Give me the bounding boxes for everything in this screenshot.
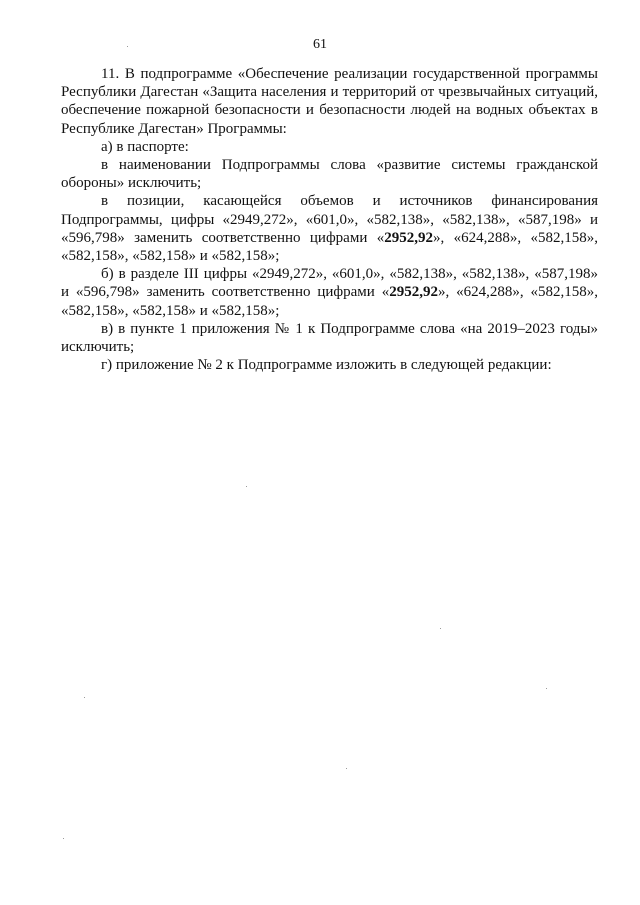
paragraph-text: б) в разделе III цифры «2949,272», «601,0», «582,138», «582,138», «587,198» и «596,798» заменить соответственно цифрами « — [61, 266, 598, 301]
document-body — [61, 65, 598, 374]
paragraph-pg — [61, 356, 598, 374]
bold-figure: 2952,92 — [389, 284, 438, 301]
paragraph-pa2 — [61, 192, 598, 265]
paragraph-text: », «624,288», «582,158», «582,158», «582,158» и «582,158»; — [61, 229, 598, 265]
paragraph-text: в) в пункте 1 приложения № 1 к Подпрограмме слова «на 2019–2023 годы» исключить; — [61, 320, 598, 356]
paragraph-text: », «624,288», «582,158», «582,158», «582,158» и «582,158»; — [61, 284, 598, 319]
page-number: 61 — [313, 37, 327, 52]
paragraph-text: в позиции, касающейся объемов и источников финансирования Подпрограммы, цифры «2949,272», «601,0», «582,138», «582,138», «587,198» и «596,798» заменить соответственно цифрами « — [61, 193, 598, 246]
scan-speck — [127, 46, 128, 47]
paragraph-text: 11. В подпрограмме «Обеспечение реализации государственной программы Республики Дагестан «Защита населения и территорий от чрезвычайных ситуаций, обеспечение пожарной безопасности и безопасности людей на водных объектах в Республике Дагестан» Программы: — [61, 66, 598, 137]
paragraph-pa — [61, 138, 598, 156]
scan-speck — [84, 697, 85, 698]
paragraph-p11 — [61, 65, 598, 138]
scan-speck — [63, 838, 64, 839]
paragraph-text: г) приложение № 2 к Подпрограмме изложить в следующей редакции: — [101, 357, 552, 374]
paragraph-text: а) в паспорте: — [101, 138, 189, 155]
scan-speck — [440, 628, 441, 629]
paragraph-pv — [61, 320, 598, 356]
paragraph-text: в наименовании Подпрограммы слова «развитие системы гражданской обороны» исключить; — [61, 157, 598, 192]
paragraph-pa1 — [61, 156, 598, 192]
scan-speck — [546, 688, 547, 689]
paragraph-pb — [61, 265, 598, 320]
scan-speck — [246, 486, 247, 487]
bold-figure: 2952,92 — [384, 229, 433, 246]
scan-speck — [346, 768, 347, 769]
